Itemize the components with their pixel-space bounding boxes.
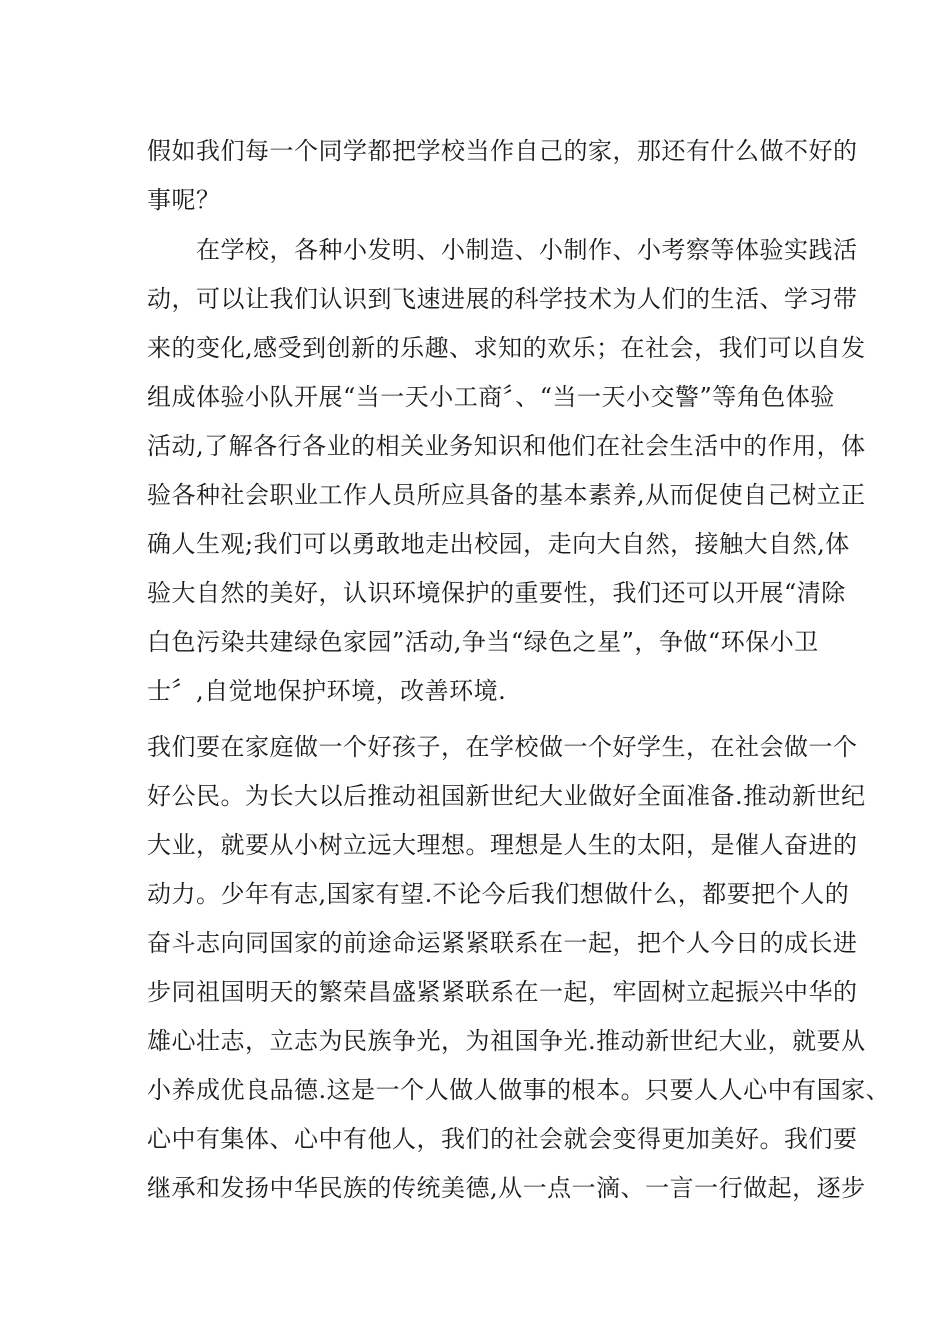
text-line: 事呢？ <box>147 186 221 214</box>
text-line: 组成体验小队开展“当一天小工商〞、“当一天小交警”等角色体验 <box>147 383 835 411</box>
text-line: 步同祖国明天的繁荣昌盛紧紧联系在一起，牢固树立起振兴中华的 <box>147 978 858 1006</box>
text-line: 继承和发扬中华民族的传统美德,从一点一滴、一言一行做起，逐步 <box>147 1174 866 1202</box>
paragraph-3 <box>147 723 891 1213</box>
text-line: 活动,了解各行各业的相关业务知识和他们在社会生活中的作用，体 <box>147 432 866 460</box>
text-line: 雄心壮志，立志为民族争光，为祖国争光.推动新世纪大业，就要从 <box>147 1027 866 1055</box>
text-line: 士〞,自觉地保护环境，改善环境. <box>147 677 507 705</box>
text-line: 确人生观;我们可以勇敢地走出校园，走向大自然，接触大自然,体 <box>147 530 850 558</box>
text-line: 好公民。为长大以后推动祖国新世纪大业做好全面准备.推动新世纪 <box>147 782 866 810</box>
text-line: 验大自然的美好，认识环境保护的重要性，我们还可以开展“清除 <box>147 579 846 607</box>
text-line: 奋斗志向同国家的前途命运紧紧联系在一起，把个人今日的成长进 <box>147 929 858 957</box>
text-line: 大业，就要从小树立远大理想。理想是人生的太阳，是催人奋进的 <box>147 831 858 859</box>
text-line: 假如我们每一个同学都把学校当作自己的家，那还有什么做不好的 <box>147 137 858 165</box>
text-line: 验各种社会职业工作人员所应具备的基本素养,从而促使自己树立正 <box>147 481 866 509</box>
text-line: 白色污染共建绿色家园”活动,争当“绿色之星”，争做“环保小卫 <box>147 628 819 656</box>
text-line: 小养成优良品德.这是一个人做人做事的根本。只要人人心中有国家、 <box>147 1076 891 1104</box>
text-line: 在学校，各种小发明、小制造、小制作、小考察等体验实践活 <box>147 236 858 264</box>
text-line: 来的变化,感受到创新的乐趣、求知的欢乐；在社会，我们可以自发 <box>147 334 866 362</box>
paragraph-2 <box>147 226 866 716</box>
paragraph-1 <box>147 127 858 225</box>
text-line: 心中有集体、心中有他人，我们的社会就会变得更加美好。我们要 <box>147 1125 858 1153</box>
text-line: 我们要在家庭做一个好孩子，在学校做一个好学生，在社会做一个 <box>147 733 858 761</box>
text-line: 动，可以让我们认识到飞速进展的科学技术为人们的生活、学习带 <box>147 285 858 313</box>
text-line: 动力。少年有志,国家有望.不论今后我们想做什么，都要把个人的 <box>147 880 850 908</box>
